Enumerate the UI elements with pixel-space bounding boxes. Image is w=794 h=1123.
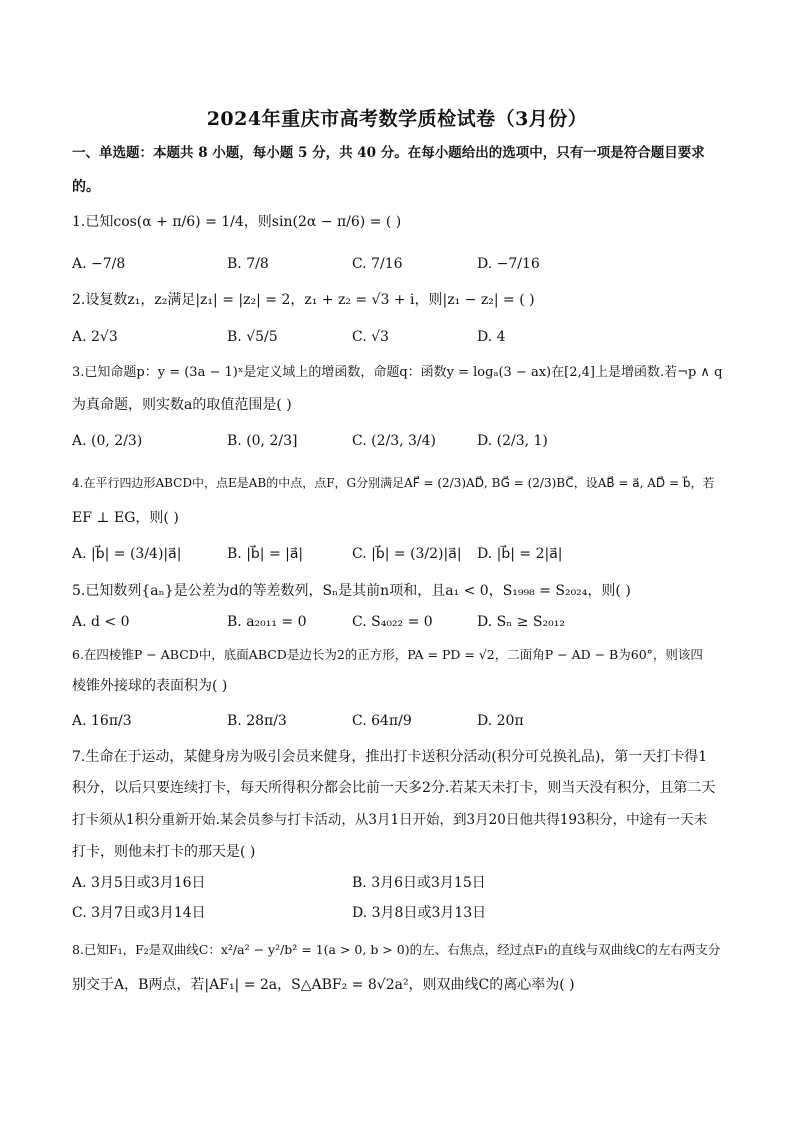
question-1-option-c: C. 7/16 <box>352 256 403 272</box>
question-2-stem: 2.设复数z₁，z₂满足|z₁| = |z₂| = 2，z₁ + z₂ = √3 + i，则|z₁ − z₂| = ( ) <box>72 292 535 308</box>
question-3-option-b: B. (0, 2/3] <box>227 433 298 449</box>
question-2-option-a: A. 2√3 <box>72 329 118 345</box>
question-3-option-a: A. (0, 2/3) <box>72 433 143 449</box>
section-header-line: 的。 <box>72 179 100 195</box>
question-3-option-d: D. (2/3, 1) <box>477 433 548 449</box>
question-6-option-c: C. 64π/9 <box>352 713 412 729</box>
question-4-option-a: A. |b⃗| = (3/4)|a⃗| <box>72 546 182 562</box>
question-2-option-b: B. √5/5 <box>227 329 278 345</box>
question-8-stem: 别交于A，B两点，若|AF₁| = 2a，S△ABF₂ = 8√2a²，则双曲线C的离心率为( ) <box>72 977 575 993</box>
question-7-stem: 打卡须从1积分重新开始.某会员参与打卡活动，从3月1日开始，到3月20日他共得193积分，中途有一天未 <box>72 812 708 828</box>
question-6-option-b: B. 28π/3 <box>227 713 287 729</box>
question-5-option-c: C. S₄₀₂₂ = 0 <box>352 614 433 630</box>
question-4-option-c: C. |b⃗| = (3/2)|a⃗| <box>352 546 462 562</box>
section-header-line: 一、单选题：本题共 8 小题，每小题 5 分，共 40 分。在每小题给出的选项中，只有一项是符合题目要求 <box>72 145 705 161</box>
question-6-option-a: A. 16π/3 <box>72 713 132 729</box>
question-3-option-c: C. (2/3, 3/4) <box>352 433 436 449</box>
question-4-stem: 4.在平行四边形ABCD中，点E是AB的中点，点F，G分别满足AF⃗ = (2/3)AD⃗, BG⃗ = (2/3)BC⃗，设AB⃗ = a⃗, AD⃗ = b⃗，若 <box>72 476 715 490</box>
question-3-stem: 3.已知命题p：y = (3a − 1)ˣ是定义域上的增函数，命题q：函数y = logₐ(3 − ax)在[2,4]上是增函数.若¬p ∧ q <box>72 365 723 380</box>
question-7-stem: 积分，以后只要连续打卡，每天所得积分都会比前一天多2分.若某天未打卡，则当天没有积分，且第二天 <box>72 780 716 796</box>
question-1-stem: 1.已知cos(α + π/6) = 1/4，则sin(2α − π/6) = ( ) <box>72 214 402 230</box>
page-title: 2024年重庆市高考数学质检试卷（3月份） <box>206 108 588 130</box>
question-7-option-a: A. 3月5日或3月16日 <box>72 875 206 891</box>
question-5-stem: 5.已知数列{aₙ}是公差为d的等差数列，Sₙ是其前n项和，且a₁ < 0，S₁₉₉₈ = S₂₀₂₄，则( ) <box>72 583 631 599</box>
question-6-option-d: D. 20π <box>477 713 524 729</box>
question-4-stem: EF ⊥ EG，则( ) <box>72 510 179 526</box>
question-4-option-d: D. |b⃗| = 2|a⃗| <box>477 546 563 562</box>
question-7-stem: 7.生命在于运动，某健身房为吸引会员来健身，推出打卡送积分活动(积分可兑换礼品)，第一天打卡得1 <box>72 749 708 765</box>
question-8-stem: 8.已知F₁，F₂是双曲线C：x²/a² − y²/b² = 1(a > 0, b > 0)的左、右焦点，经过点F₁的直线与双曲线C的左右两支分 <box>72 942 721 957</box>
question-7-option-c: C. 3月7日或3月14日 <box>72 905 206 921</box>
question-3-stem: 为真命题，则实数a的取值范围是( ) <box>72 397 292 413</box>
question-5-option-d: D. Sₙ ≥ S₂₀₁₂ <box>477 614 565 630</box>
question-6-stem: 棱锥外接球的表面积为( ) <box>72 678 228 694</box>
question-5-option-b: B. a₂₀₁₁ = 0 <box>227 614 307 630</box>
question-6-stem: 6.在四棱锥P − ABCD中，底面ABCD是边长为2的正方形，PA = PD = √2，二面角P − AD − B为60°，则该四 <box>72 647 703 662</box>
question-4-option-b: B. |b⃗| = |a⃗| <box>227 546 304 562</box>
question-7-option-d: D. 3月8日或3月13日 <box>352 905 487 921</box>
question-1-option-b: B. 7/8 <box>227 256 269 272</box>
question-5-option-a: A. d < 0 <box>72 614 130 630</box>
question-2-option-d: D. 4 <box>477 329 506 345</box>
question-1-option-a: A. −7/8 <box>72 256 126 272</box>
question-7-stem: 打卡，则他未打卡的那天是( ) <box>72 844 256 860</box>
question-7-option-b: B. 3月6日或3月15日 <box>352 875 486 891</box>
question-2-option-c: C. √3 <box>352 329 389 345</box>
question-1-option-d: D. −7/16 <box>477 256 540 272</box>
